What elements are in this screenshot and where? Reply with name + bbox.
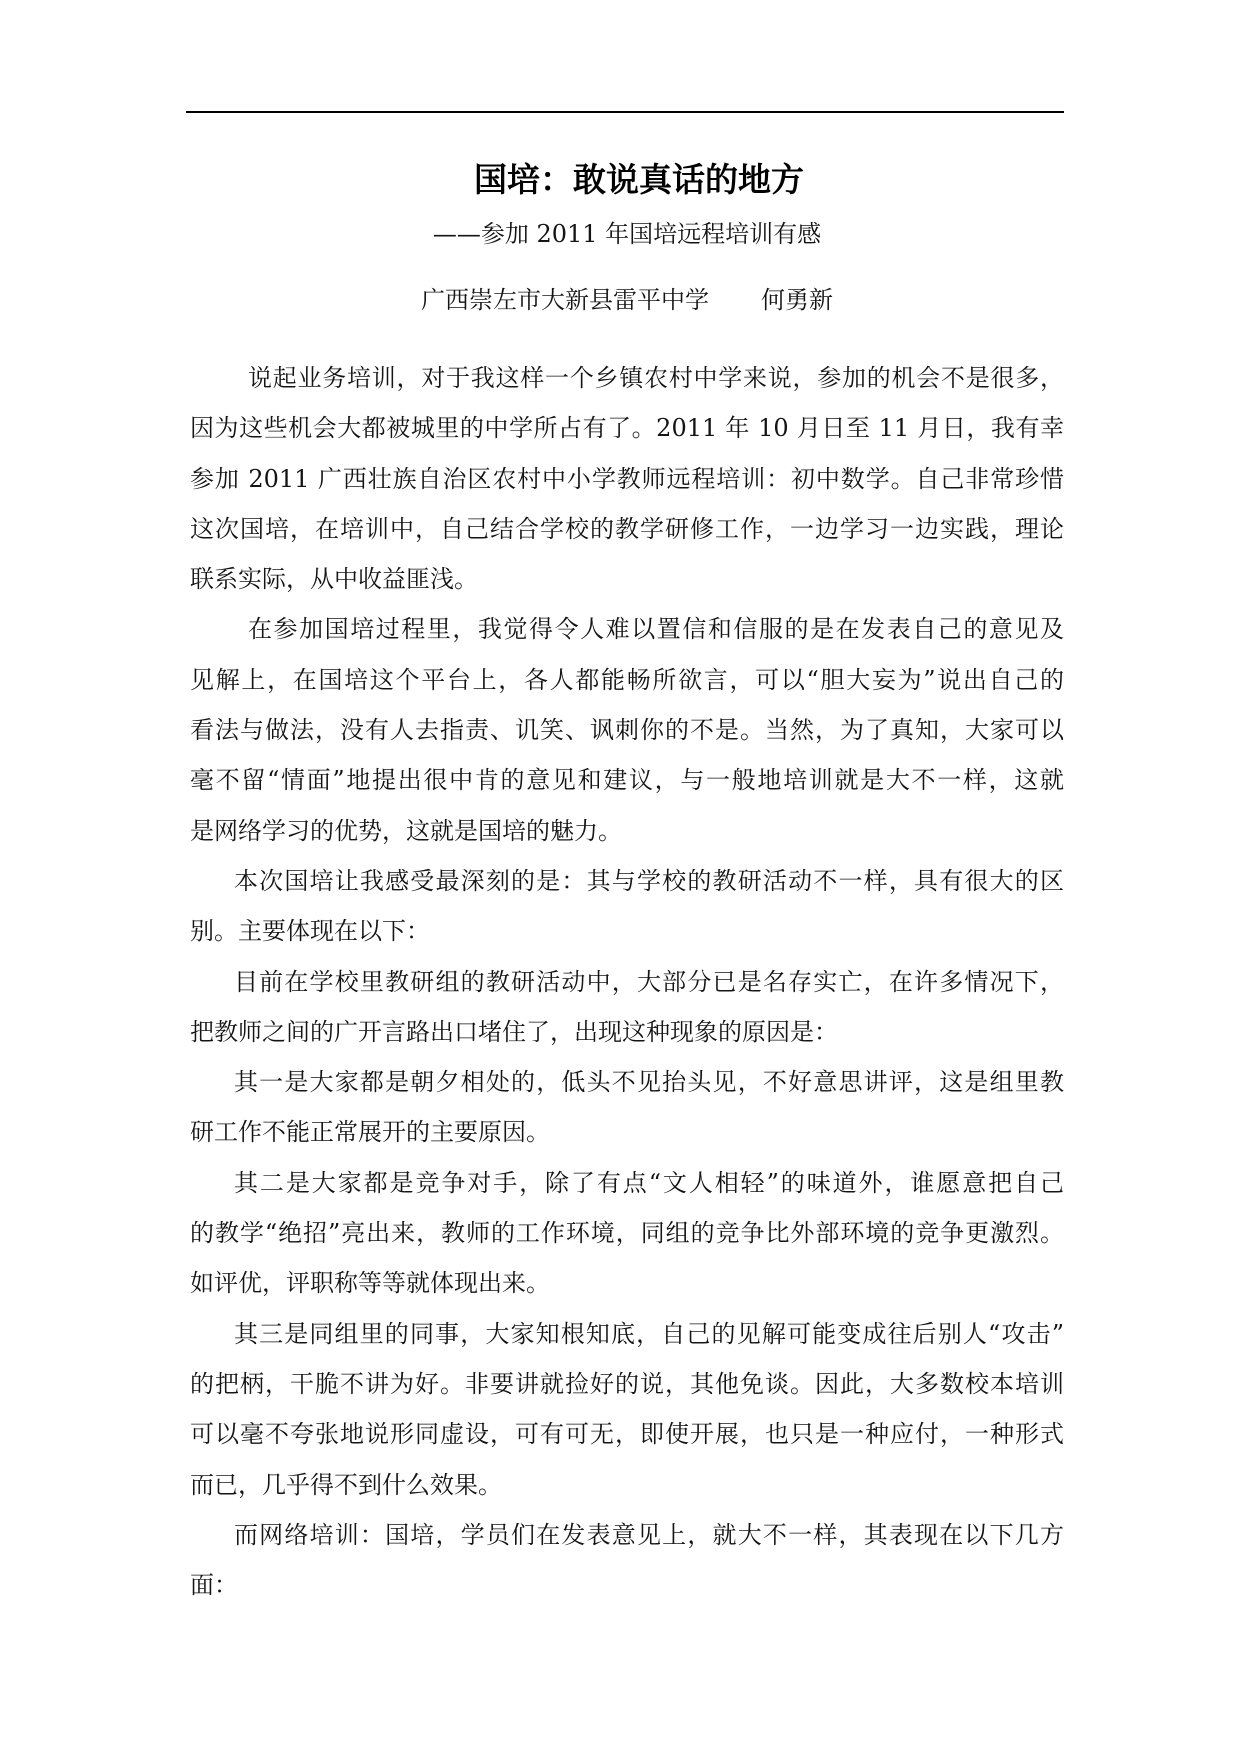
document-body [190,353,1064,1610]
paragraph-line: 而已，几乎得不到什么效果。 [190,1470,502,1499]
paragraph-line: 本次国培让我感受最深刻的是：其与学校的教研活动不一样，具有很大的区 [234,866,1064,895]
paragraph [190,1510,1064,1611]
paragraph [190,957,1064,1058]
paragraph-line: 其一是大家都是朝夕相处的，低头不见抬头见，不好意思讲评，这是组里教 [234,1068,1064,1097]
paragraph [190,1309,1064,1510]
paragraph-line: 别。主要体现在以下： [190,917,430,946]
paragraph-line: 把教师之间的广开言路出口堵住了，出现这种现象的原因是： [190,1017,838,1046]
paragraph [190,604,1064,855]
paragraph-line: 因为这些机会大都被城里的中学所占有了。2011 年 10 月日至 11 月日，我有幸 [190,414,1064,443]
paragraph-line: 的把柄，干脆不讲为好。非要讲就捡好的说，其他免谈。因此，大多数校本培训 [190,1369,1064,1398]
paragraph-line: 是网络学习的优势，这就是国培的魅力。 [190,816,622,845]
document-subtitle: ——参加 2011 年国培远程培训有感 [432,220,822,248]
paragraph-line: 说起业务培训，对于我这样一个乡镇农村中学来说，参加的机会不是很多， [248,364,1064,392]
paragraph-line: 面： [190,1571,238,1600]
paragraph-line: 参加 2011 广西壮族自治区农村中小学教师远程培训：初中数学。自己非常珍惜 [190,464,1064,493]
author-name: 何勇新 [761,286,833,314]
paragraph-line: 而网络培训：国培，学员们在发表意见上，就大不一样，其表现在以下几方 [234,1520,1064,1549]
paragraph-line: 见解上，在国培这个平台上，各人都能畅所欲言，可以“胆大妄为”说出自己的 [190,665,1064,694]
paragraph-line: 目前在学校里教研组的教研活动中，大部分已是名存实亡，在许多情况下， [234,967,1064,996]
paragraph-line: 看法与做法，没有人去指责、讥笑、讽刺你的不是。当然，为了真知，大家可以 [190,716,1064,745]
paragraph-line: 这次国培，在培训中，自己结合学校的教学研修工作，一边学习一边实践，理论 [190,514,1064,543]
paragraph-line: 的教学“绝招”亮出来，教师的工作环境，同组的竞争比外部环境的竞争更激烈。 [190,1219,1064,1248]
paragraph-line: 毫不留“情面”地提出很中肯的意见和建议，与一般地培训就是大不一样，这就 [190,766,1064,795]
paragraph-line: 联系实际，从中收益匪浅。 [190,565,478,594]
paragraph-line: 其三是同组里的同事，大家知根知底，自己的见解可能变成往后别人“攻击” [234,1319,1064,1348]
paragraph-line: 研工作不能正常展开的主要原因。 [190,1118,550,1147]
author-school: 广西崇左市大新县雷平中学 [421,286,709,314]
paragraph [190,353,1064,604]
header-rule [186,111,1064,113]
paragraph-line: 可以毫不夸张地说形同虚设，可有可无，即使开展，也只是一种应付，一种形式 [190,1420,1064,1449]
paragraph [190,856,1064,957]
paragraph-line: 如评优，评职称等等就体现出来。 [190,1269,550,1298]
paragraph [190,1057,1064,1158]
paragraph-line: 其二是大家都是竞争对手，除了有点“文人相轻”的味道外，谁愿意把自己 [234,1168,1064,1197]
paragraph-line: 在参加国培过程里，我觉得令人难以置信和信服的是在发表自己的意见及 [248,615,1064,644]
author-byline [190,284,1064,316]
document-title: 国培：敢说真话的地方 [474,160,804,199]
paragraph [190,1158,1064,1309]
